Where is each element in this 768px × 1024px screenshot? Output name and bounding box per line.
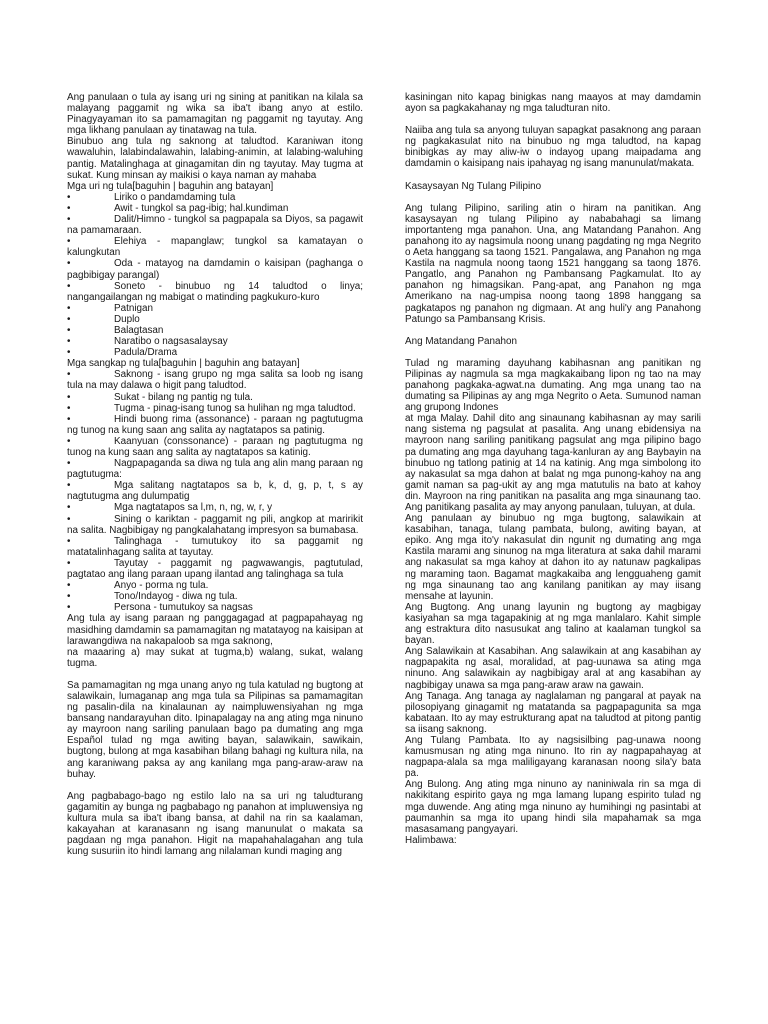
bullet-item bbox=[67, 325, 363, 336]
bullet-icon: • bbox=[67, 258, 71, 270]
paragraph: Ang Bulong. Ang ating mga ninuno ay naniniwala rin sa mga di nakikitang espirito gaya ng mga lamang lupang espirito tulad ng mga duwende. Ang ating mga ninuno ay humihingi ng pasintabi at paumanhin sa mga ito upang hindi sila mapahamak sa mga masasamang pangyayari. bbox=[405, 779, 701, 835]
paragraph: Naiiba ang tula sa anyong tuluyan sapagkat pasaknong ang paraan ng pagkakasulat nito na binubuo ng mga taludtod, na kapag binibigkas ay may aliw-iw o indayog upang maipadama ang damdamin o kaisipang nais ipahayag ng isang manunulat/makata. bbox=[405, 125, 701, 170]
bullet-item bbox=[67, 591, 363, 602]
bullet-icon: • bbox=[67, 280, 71, 292]
bullet-item bbox=[67, 602, 363, 613]
bullet-item bbox=[67, 258, 363, 280]
bullet-item bbox=[67, 303, 363, 314]
bullet-icon: • bbox=[67, 313, 71, 325]
paragraph: Mga sangkap ng tula[baguhin | baguhin ang batayan] bbox=[67, 358, 300, 370]
paragraph: kasiningan nito kapag binigkas nang maayos at may damdamin ayon sa pagkakahanay ng mga taludturan nito. bbox=[405, 92, 701, 115]
paragraph: Ang Tulang Pambata. Ito ay nagsisilbing pag-unawa noong kamusmusan ng ating mga ninuno. Ito rin ay nagpapahayag at nagpapa-alala sa mga maliligayang karanasan noong sila'y bata pa. bbox=[405, 734, 701, 780]
paragraph-spacer bbox=[405, 192, 701, 203]
paragraph: Ang Salawikain at Kasabihan. Ang salawikain at ang kasabihan ay nagpapakita ng asal, moralidad, at pag-uunawa sa ating mga ninuno. Ang salawikain ay nagbibigay aral at ang kasabihan ay nagbibigay unawa sa mga pang-araw araw na gawain. bbox=[405, 646, 701, 691]
bullet-item bbox=[67, 214, 363, 236]
bullet-icon: • bbox=[67, 369, 71, 381]
left-column bbox=[67, 92, 363, 857]
bullet-text: Elehiya - mapanglaw; tungkol sa kamatayan o kalungkutan bbox=[67, 236, 363, 259]
bullet-text: Anyo - porma ng tula. bbox=[114, 580, 209, 592]
bullet-text: Mga nagtatapos sa l,m, n, ng, w, r, y bbox=[114, 502, 273, 514]
bullet-item bbox=[67, 458, 363, 480]
bullet-text: Sukat - bilang ng pantig ng tula. bbox=[114, 391, 253, 403]
paragraph: Ang tulang Pilipino, sariling atin o hiram na panitikan. Ang kasaysayan ng tulang Pilipino ay nababahagi sa limang importanteng mga panahon. Una, ang Matandang Panahon. Ang panahong ito ay nagsimula noong unang pagdating ng mga Negrito o Aeta hanggang sa taong 1521. Pangalawa, ang Panahon ng mga Kastila na nagmula noong taong 1521 hanggang sa taong 1876. Pangatlo, ang Panahon ng Pambansang Pagkamulat. Ito ay panahon ng himagsikan. Pang-apat, ang Panahon ng mga Amerikano na nag-umpisa noong taong 1898 hanggang sa pagkatapos ng panahon ng digmaan. At ang huli'y ang Panahong Patungo sa Pambansang Krisis. bbox=[405, 202, 701, 325]
bullet-text: Patnigan bbox=[114, 302, 153, 314]
bullet-icon: • bbox=[67, 513, 71, 525]
bullet-icon: • bbox=[67, 236, 71, 248]
section-heading: Ang Matandang Panahon bbox=[405, 335, 518, 347]
bullet-icon: • bbox=[67, 202, 71, 214]
bullet-icon: • bbox=[67, 336, 71, 348]
bullet-text: Saknong - isang grupo ng mga salita sa loob ng isang tula na may dalawa o higit pang taludtod. bbox=[67, 369, 363, 392]
bullet-text: Oda - matayog na damdamin o kaisipan (paghanga o pagbibigay parangal) bbox=[67, 258, 363, 281]
bullet-icon: • bbox=[67, 458, 71, 470]
section-heading: Kasaysayan Ng Tulang Pilipino bbox=[405, 180, 542, 192]
bullet-item bbox=[67, 403, 363, 414]
bullet-text: Nagpapaganda sa diwa ng tula ang alin mang paraan ng pagtutugma: bbox=[67, 458, 363, 481]
bullet-text: Kaanyuan (conssonance) - paraan ng pagtutugma ng tunog na kung saan ang salita ay nagtatapos sa katinig. bbox=[67, 435, 363, 458]
bullet-item bbox=[67, 336, 363, 347]
bullet-text: Tayutay - paggamit ng pagwawangis, pagtutulad, pagtatao ang ilang paraan upang ilantad ang talinghaga sa tula bbox=[67, 557, 363, 581]
paragraph: Mga uri ng tula[baguhin | baguhin ang batayan] bbox=[67, 180, 274, 192]
bullet-text: Tugma - pinag-isang tunog sa hulihan ng mga taludtod. bbox=[114, 402, 356, 414]
bullet-icon: • bbox=[67, 302, 71, 314]
bullet-icon: • bbox=[67, 591, 71, 603]
bullet-item bbox=[67, 580, 363, 591]
bullet-item bbox=[67, 502, 363, 513]
bullet-icon: • bbox=[67, 480, 71, 492]
bullet-item bbox=[67, 558, 363, 580]
bullet-text: Sining o kariktan - paggamit ng pili, angkop at maririkit na salita. Nagbibigay ng pangkalahatang impresyon sa bumabasa. bbox=[67, 513, 363, 536]
bullet-icon: • bbox=[67, 580, 71, 592]
paragraph: Ang panulaan ay binubuo ng mga bugtong, salawikain at kasabihan, tanaga, tulang pambata, bulong, awiting bayan, at epiko. Ang mga ito'y nakasulat din ngunit ng dumating ang mga Kastila marami ang sinunog na mga literatura at saka dahil marami ang nakasulat sa mga kahoy at dahon ito ay natunaw pagkalipas ng maraming taon. Bagamat magkakaiba ang lengguaheng gamit ng mga sinaunang tao ang kanilang panitikan ay may iisang mensahe at layunin. bbox=[405, 513, 701, 602]
bullet-text: Persona - tumutukoy sa nagsas bbox=[114, 602, 253, 614]
bullet-text: Hindi buong rima (assonance) - paraan ng pagtutugma ng tunog na kung saan ang salita ay nagtatapos sa patinig. bbox=[67, 413, 363, 436]
bullet-item bbox=[67, 414, 363, 436]
bullet-item bbox=[67, 480, 363, 502]
bullet-item bbox=[67, 192, 363, 203]
bullet-text: Tono/Indayog - diwa ng tula. bbox=[114, 591, 238, 603]
bullet-item bbox=[67, 436, 363, 458]
bullet-icon: • bbox=[67, 413, 71, 425]
paragraph-spacer bbox=[405, 325, 701, 336]
bullet-text: Liriko o pandamdaming tula bbox=[114, 191, 236, 203]
paragraph: at mga Malay. Dahil dito ang sinaunang kabihasnan ay may sarili nang sistema ng pagsulat at pasalita. Ang unang ebidensiya na mayroon nang sariling panitikang pagsulat ang mga pilipino bago pa dumating ang mga dayuhang taga-kanluran ay ang Baybayin na binubuo ng tatlong patinig at 14 na katinig. Ang mga simbolong ito ay nakasulat sa mga dahon at balat ng mga punong-kahoy na ang gamit naman sa pag-ukit ay ang mga matutulis na bato at kahoy din. Mayroon na ring panitikan na pasalita ang mga sinaunang tao. Ang panitikang pasalita ay may anyong panulaan, tuluyan, at dula. bbox=[405, 413, 701, 513]
paragraph: na maaaring a) may sukat at tugma,b) walang, sukat, walang tugma. bbox=[67, 646, 363, 669]
paragraph: Ang panulaan o tula ay isang uri ng sining at panitikan na kilala sa malayang paggamit ng wika sa iba't ibang anyo at estilo. Pinagyayaman ito sa pamamagitan ng paggamit ng tayutay. Ang mga likhang panulaan ay tinatawag na tula. bbox=[67, 92, 363, 137]
bullet-icon: • bbox=[67, 214, 71, 226]
paragraph: Sa pamamagitan ng mga unang anyo ng tula katulad ng bugtong at salawikain, lumaganap ang mga tula sa Pilipinas sa pamamagitan ng pasalin-dila na kinalaunan ay naimpluwensiyahan ng mga bansang nandarayuhan dito. Ipinapalagay na ang ating mga ninuno ay mayroon nang sariling panulaan bago pa dumating ang mga Español tulad ng mga awiting bayan, salawikain, sawikain, bugtong, bulong at mga kasabihan bilang bahagi ng kultura nila, na ang karaniwang paksa ay ang kanilang mga pang-araw-araw na buhay. bbox=[67, 679, 363, 780]
bullet-text: Duplo bbox=[114, 313, 140, 325]
bullet-text: Padula/Drama bbox=[114, 347, 178, 359]
bullet-text: Dalit/Himno - tungkol sa pagpapala sa Diyos, sa pagawit na pamamaraan. bbox=[67, 214, 363, 237]
bullet-icon: • bbox=[67, 324, 71, 336]
bullet-icon: • bbox=[67, 391, 71, 403]
bullet-text: Mga salitang nagtatapos sa b, k, d, g, p, t, s ay nagtutugma ang dulumpatig bbox=[67, 480, 363, 503]
bullet-icon: • bbox=[67, 602, 71, 614]
paragraph-spacer bbox=[67, 780, 363, 791]
right-column bbox=[405, 92, 701, 846]
bullet-icon: • bbox=[67, 347, 71, 359]
paragraph: Ang Bugtong. Ang unang layunin ng bugtong ay magbigay kasiyahan sa mga tagapakinig at ng mga manlalaro. Kahit simple ang estraktura dito nasusukat ang talino at kaalaman tungkol sa bayan. bbox=[405, 601, 701, 647]
bullet-text: Soneto - binubuo ng 14 taludtod o linya; nangangailangan ng mabigat o matinding pagkukuro-kuro bbox=[67, 280, 363, 303]
paragraph: Tulad ng maraming dayuhang kabihasnan ang panitikan ng Pilipinas ay nagmula sa mga magkakaibang lipon ng tao na may panahong pagkaka-agwat.na dumating. Ang mga unang tao na dumating sa Pilipinas ay ang mga Negrito o Aeta. Sumunod naman ang grupong Indones bbox=[405, 357, 701, 414]
bullet-icon: • bbox=[67, 535, 71, 547]
bullet-item bbox=[67, 392, 363, 403]
bullet-text: Naratibo o nagsasalaysay bbox=[114, 336, 228, 348]
bullet-item bbox=[67, 514, 363, 536]
bullet-item bbox=[67, 314, 363, 325]
bullet-item bbox=[67, 536, 363, 558]
paragraph-spacer bbox=[405, 170, 701, 181]
paragraph: Ang pagbabago-bago ng estilo lalo na sa uri ng taludturang gagamitin ay bunga ng pagbabago ng panahon at impluwensiya ng kultura mula sa iba't ibang bansa, at dahil na rin sa kaalaman, kakayahan at karanasann ng isang manunulat o makata sa pagdaan ng mga panahon. Higit na mapahahalagahan ang tula kung susuriin ito hindi lamang ang nilalaman kundi maging ang bbox=[67, 790, 363, 858]
bullet-item bbox=[67, 236, 363, 258]
paragraph: Binubuo ang tula ng saknong at taludtod. Karaniwan itong wawaluhin, lalabindalawahin, lalabing-animin, at lalabing-waluhing pantig. Matalinghaga at ginagamitan din ng tayutay. May tugma at sukat. Kung minsan ay maikisi o kaya naman ay mahaba bbox=[67, 136, 363, 181]
paragraph: Halimbawa: bbox=[405, 834, 457, 846]
bullet-item bbox=[67, 369, 363, 391]
paragraph: Ang tula ay isang paraan ng panggagagad at pagpapahayag ng masidhing damdamin sa pamamagitan ng matatayog na kaisipan at larawangdiwa na nakapaloob sa mga saknong, bbox=[67, 613, 363, 647]
bullet-icon: • bbox=[67, 435, 71, 447]
bullet-icon: • bbox=[67, 191, 71, 203]
paragraph-spacer bbox=[405, 114, 701, 125]
paragraph-spacer bbox=[405, 347, 701, 358]
bullet-icon: • bbox=[67, 502, 71, 514]
bullet-item bbox=[67, 281, 363, 303]
bullet-item bbox=[67, 347, 363, 358]
bullet-icon: • bbox=[67, 557, 71, 569]
bullet-text: Balagtasan bbox=[114, 324, 164, 336]
bullet-icon: • bbox=[67, 402, 71, 414]
paragraph: Ang Tanaga. Ang tanaga ay naglalaman ng pangaral at payak na pilosopiyang ginagamit ng matatanda sa pagpapagunita sa mga kabataan. Ito ay may estrukturang apat na taludtod at pitong pantig sa iisang saknong. bbox=[405, 690, 701, 735]
bullet-text: Talinghaga - tumutukoy ito sa paggamit ng matatalinhagang salita at tayutay. bbox=[67, 535, 363, 558]
bullet-text: Awit - tungkol sa pag-ibig; hal.kundiman bbox=[114, 202, 289, 214]
paragraph-spacer bbox=[67, 669, 363, 680]
bullet-item bbox=[67, 203, 363, 214]
